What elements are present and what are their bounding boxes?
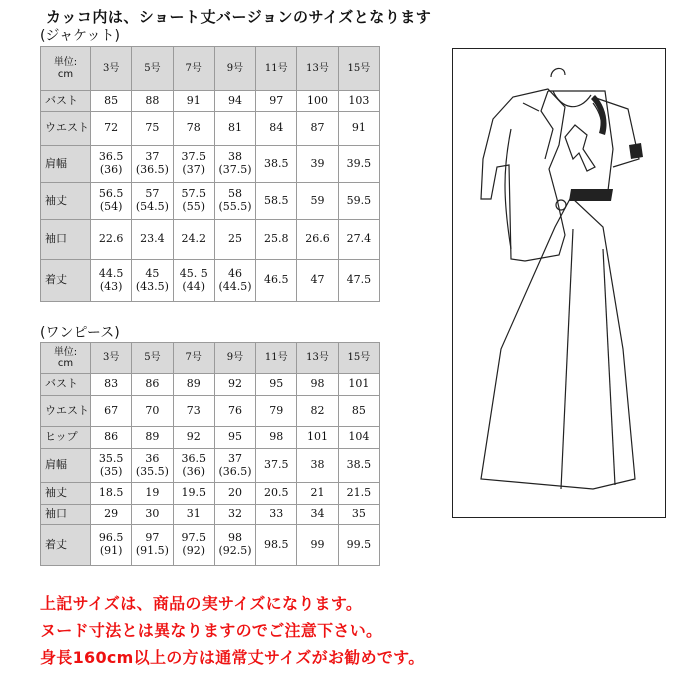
- onepiece-section-label: (ワンピース): [40, 325, 120, 341]
- regular-length-value: 81: [227, 121, 242, 135]
- regular-length-value: 99.5: [346, 537, 372, 551]
- short-length-value: (44): [182, 279, 205, 293]
- measurement-value-cell: [91, 220, 132, 260]
- regular-length-value: 104: [348, 430, 370, 444]
- measurement-value-cell: [256, 483, 297, 505]
- regular-length-value: 47: [310, 273, 325, 287]
- measurement-value-cell: [214, 374, 255, 396]
- measurement-name-cell: 着丈: [41, 525, 91, 566]
- table-row: [41, 220, 380, 260]
- short-length-value: (36.5): [218, 464, 252, 478]
- table-header-row: [41, 343, 380, 374]
- regular-length-value: 98: [269, 430, 284, 444]
- short-length-value: (54.5): [135, 200, 169, 213]
- regular-length-value: 36.5: [98, 150, 124, 164]
- regular-length-value: 73: [186, 403, 201, 417]
- measurement-value-cell: [173, 449, 214, 483]
- measurement-value-cell: [132, 449, 173, 483]
- regular-length-value: 97.5: [181, 531, 206, 545]
- regular-length-value: 85: [104, 93, 119, 107]
- table-row: [41, 91, 380, 112]
- regular-length-value: 84: [269, 121, 284, 135]
- table-row: [41, 427, 380, 449]
- size-header-cell: 13号: [297, 47, 338, 91]
- regular-length-value: 92: [186, 430, 201, 444]
- measurement-value-cell: [338, 112, 379, 146]
- measurement-value-cell: [214, 396, 255, 427]
- regular-length-value: 46: [227, 266, 242, 280]
- measurement-value-cell: [256, 427, 297, 449]
- regular-length-value: 95: [227, 430, 242, 444]
- regular-length-value: 31: [186, 507, 201, 521]
- size-header-cell: 3号: [91, 343, 132, 374]
- regular-length-value: 103: [348, 93, 370, 107]
- onepiece-size-table: [40, 342, 380, 566]
- measurement-value-cell: [91, 374, 132, 396]
- regular-length-value: 58: [227, 187, 242, 201]
- unit-label-line: cm: [57, 68, 74, 80]
- measurement-value-cell: [214, 449, 255, 483]
- measurement-value-cell: [91, 112, 132, 146]
- measurement-value-cell: [338, 525, 379, 566]
- measurement-name-cell: ウエスト: [41, 112, 91, 146]
- regular-length-value: 57: [145, 187, 160, 201]
- regular-length-value: 91: [351, 121, 366, 135]
- short-length-value: (54): [99, 200, 123, 213]
- regular-length-value: 19: [145, 486, 160, 500]
- measurement-value-cell: [173, 146, 214, 183]
- regular-length-value: 32: [227, 507, 242, 521]
- regular-length-value: 30: [145, 507, 160, 521]
- short-length-value: (92): [182, 544, 205, 557]
- regular-length-value: 85: [351, 403, 366, 417]
- regular-length-value: 39.5: [346, 156, 372, 170]
- regular-length-value: 38: [310, 458, 325, 472]
- measurement-name-cell: バスト: [41, 374, 91, 396]
- unit-label-line: cm: [57, 358, 74, 369]
- regular-length-value: 25: [227, 232, 242, 246]
- measurement-name-cell: 袖丈: [41, 183, 91, 220]
- measurement-name-cell: ウエスト: [41, 396, 91, 427]
- measurement-name-cell: 肩幅: [41, 449, 91, 483]
- regular-length-value: 67: [104, 403, 119, 417]
- measurement-value-cell: [132, 220, 173, 260]
- regular-length-value: 58.5: [264, 193, 289, 207]
- table-row: [41, 483, 380, 505]
- regular-length-value: 37.5: [264, 458, 289, 472]
- table-row: [41, 112, 380, 146]
- regular-length-value: 82: [310, 403, 325, 417]
- size-header-cell: 5号: [132, 47, 173, 91]
- regular-length-value: 37: [227, 451, 242, 465]
- table-row: [41, 146, 380, 183]
- regular-length-value: 38.5: [264, 156, 289, 170]
- short-length-value: (43.5): [135, 279, 169, 293]
- regular-length-value: 56.5: [98, 187, 124, 201]
- measurement-value-cell: [297, 374, 338, 396]
- regular-length-value: 59.5: [346, 193, 372, 207]
- regular-length-value: 89: [186, 377, 201, 391]
- regular-length-value: 23.4: [140, 232, 165, 246]
- regular-length-value: 88: [145, 93, 160, 107]
- unit-label-cell: [41, 47, 91, 91]
- measurement-value-cell: [297, 505, 338, 525]
- page-heading: カッコ内は、ショート丈バージョンのサイズとなります: [46, 8, 432, 26]
- measurement-value-cell: [173, 260, 214, 302]
- regular-length-value: 38: [227, 150, 242, 164]
- measurement-value-cell: [132, 91, 173, 112]
- dress-illustration: [452, 48, 666, 518]
- size-header-cell: 7号: [173, 343, 214, 374]
- regular-length-value: 39: [310, 156, 325, 170]
- measurement-name-cell: 袖口: [41, 220, 91, 260]
- measurement-value-cell: [132, 396, 173, 427]
- measurement-value-cell: [173, 483, 214, 505]
- measurement-value-cell: [173, 396, 214, 427]
- regular-length-value: 79: [269, 403, 284, 417]
- regular-length-value: 91: [186, 93, 201, 107]
- measurement-value-cell: [338, 505, 379, 525]
- regular-length-value: 86: [145, 377, 160, 391]
- measurement-value-cell: [173, 112, 214, 146]
- measurement-value-cell: [256, 146, 297, 183]
- size-header-cell: 15号: [338, 47, 379, 91]
- measurement-name-cell: 袖口: [41, 505, 91, 525]
- measurement-value-cell: [338, 449, 379, 483]
- size-header-cell: 7号: [173, 47, 214, 91]
- regular-length-value: 101: [348, 377, 370, 391]
- measurement-value-cell: [91, 146, 132, 183]
- regular-length-value: 29: [104, 507, 119, 521]
- measurement-value-cell: [173, 525, 214, 566]
- measurement-value-cell: [297, 146, 338, 183]
- measurement-value-cell: [256, 505, 297, 525]
- short-length-value: (55): [182, 200, 205, 213]
- measurement-value-cell: [256, 374, 297, 396]
- measurement-value-cell: [91, 183, 132, 220]
- measurement-value-cell: [338, 260, 379, 302]
- regular-length-value: 98: [310, 377, 325, 391]
- unit-label-cell: [41, 343, 91, 374]
- measurement-value-cell: [338, 427, 379, 449]
- measurement-value-cell: [173, 505, 214, 525]
- size-header-cell: 15号: [338, 343, 379, 374]
- measurement-value-cell: [338, 146, 379, 183]
- regular-length-value: 25.8: [264, 232, 289, 246]
- measurement-value-cell: [214, 91, 255, 112]
- measurement-value-cell: [91, 91, 132, 112]
- measurement-value-cell: [256, 396, 297, 427]
- short-length-value: (37): [182, 163, 205, 176]
- measurement-name-cell: 袖丈: [41, 483, 91, 505]
- regular-length-value: 24.2: [181, 232, 206, 246]
- measurement-value-cell: [297, 483, 338, 505]
- short-length-value: (43): [99, 279, 123, 293]
- measurement-value-cell: [214, 505, 255, 525]
- regular-length-value: 21: [310, 486, 325, 500]
- regular-length-value: 35.5: [98, 451, 124, 465]
- measurement-value-cell: [338, 183, 379, 220]
- measurement-value-cell: [297, 112, 338, 146]
- unit-label-line: 単位:: [53, 346, 78, 358]
- regular-length-value: 100: [307, 93, 329, 107]
- size-header-cell: 11号: [256, 47, 297, 91]
- regular-length-value: 97: [145, 531, 160, 545]
- measurement-value-cell: [173, 183, 214, 220]
- measurement-value-cell: [132, 146, 173, 183]
- size-header-cell: 5号: [132, 343, 173, 374]
- measurement-name-cell: ヒップ: [41, 427, 91, 449]
- measurement-value-cell: [132, 505, 173, 525]
- measurement-value-cell: [297, 91, 338, 112]
- regular-length-value: 45: [145, 266, 160, 280]
- measurement-value-cell: [91, 396, 132, 427]
- regular-length-value: 57.5: [181, 187, 206, 201]
- short-length-value: (91): [99, 544, 123, 557]
- measurement-value-cell: [338, 91, 379, 112]
- note-line: 上記サイズは、商品の実サイズになります。: [40, 594, 363, 613]
- measurement-value-cell: [214, 146, 255, 183]
- regular-length-value: 92: [227, 377, 242, 391]
- regular-length-value: 76: [227, 403, 242, 417]
- regular-length-value: 21.5: [346, 486, 372, 500]
- regular-length-value: 98.5: [264, 537, 289, 551]
- measurement-value-cell: [132, 374, 173, 396]
- regular-length-value: 75: [145, 121, 160, 135]
- table-row: [41, 525, 380, 566]
- regular-length-value: 34: [310, 507, 325, 521]
- short-length-value: (36): [182, 464, 205, 478]
- short-length-value: (37.5): [218, 163, 252, 176]
- short-length-value: (44.5): [218, 279, 252, 293]
- measurement-value-cell: [132, 483, 173, 505]
- measurement-name-cell: 肩幅: [41, 146, 91, 183]
- regular-length-value: 36: [145, 451, 160, 465]
- regular-length-value: 20.5: [264, 486, 289, 500]
- measurement-value-cell: [338, 396, 379, 427]
- measurement-value-cell: [132, 112, 173, 146]
- regular-length-value: 87: [310, 121, 325, 135]
- regular-length-value: 46.5: [264, 273, 289, 287]
- table-row: [41, 260, 380, 302]
- unit-label-line: 単位:: [53, 57, 78, 68]
- size-header-cell: 11号: [256, 343, 297, 374]
- dress-drawing-icon: [453, 49, 665, 517]
- measurement-value-cell: [256, 525, 297, 566]
- jacket-section-label: (ジャケット): [40, 28, 120, 44]
- measurement-value-cell: [214, 427, 255, 449]
- regular-length-value: 37.5: [181, 150, 206, 164]
- jacket-size-table: [40, 46, 380, 302]
- measurement-value-cell: [91, 483, 132, 505]
- regular-length-value: 97: [269, 93, 284, 107]
- measurement-value-cell: [297, 427, 338, 449]
- measurement-value-cell: [214, 260, 255, 302]
- measurement-value-cell: [256, 91, 297, 112]
- short-length-value: (91.5): [135, 544, 169, 557]
- measurement-value-cell: [338, 374, 379, 396]
- measurement-value-cell: [132, 183, 173, 220]
- measurement-value-cell: [173, 220, 214, 260]
- regular-length-value: 83: [104, 377, 119, 391]
- regular-length-value: 37: [145, 150, 160, 164]
- regular-length-value: 22.6: [98, 232, 124, 246]
- table-row: [41, 183, 380, 220]
- regular-length-value: 95: [269, 377, 284, 391]
- measurement-value-cell: [338, 220, 379, 260]
- measurement-value-cell: [91, 525, 132, 566]
- short-length-value: (35.5): [135, 464, 169, 478]
- measurement-value-cell: [256, 220, 297, 260]
- measurement-name-cell: 着丈: [41, 260, 91, 302]
- measurement-value-cell: [173, 427, 214, 449]
- measurement-value-cell: [256, 183, 297, 220]
- measurement-value-cell: [132, 525, 173, 566]
- measurement-value-cell: [338, 483, 379, 505]
- measurement-value-cell: [173, 374, 214, 396]
- measurement-value-cell: [132, 427, 173, 449]
- regular-length-value: 19.5: [181, 486, 206, 500]
- measurement-value-cell: [297, 449, 338, 483]
- table-row: [41, 396, 380, 427]
- measurement-value-cell: [256, 449, 297, 483]
- size-header-cell: 3号: [91, 47, 132, 91]
- regular-length-value: 26.6: [305, 232, 330, 246]
- size-header-cell: 13号: [297, 343, 338, 374]
- regular-length-value: 86: [104, 430, 119, 444]
- size-header-cell: 9号: [214, 343, 255, 374]
- measurement-value-cell: [297, 220, 338, 260]
- measurement-value-cell: [214, 483, 255, 505]
- regular-length-value: 99: [310, 537, 325, 551]
- regular-length-value: 18.5: [98, 486, 124, 500]
- measurement-value-cell: [91, 427, 132, 449]
- regular-length-value: 44.5: [98, 266, 124, 280]
- short-length-value: (35): [99, 464, 123, 478]
- table-row: [41, 374, 380, 396]
- size-header-cell: 9号: [214, 47, 255, 91]
- measurement-value-cell: [297, 525, 338, 566]
- regular-length-value: 36.5: [181, 451, 206, 465]
- regular-length-value: 27.4: [346, 232, 372, 246]
- regular-length-value: 70: [145, 403, 160, 417]
- measurement-value-cell: [91, 449, 132, 483]
- measurement-value-cell: [214, 220, 255, 260]
- table-row: [41, 449, 380, 483]
- regular-length-value: 47.5: [346, 273, 372, 287]
- regular-length-value: 94: [227, 93, 242, 107]
- regular-length-value: 98: [227, 531, 242, 545]
- short-length-value: (92.5): [218, 544, 252, 557]
- table-header-row: [41, 47, 380, 91]
- regular-length-value: 45. 5: [179, 266, 208, 280]
- regular-length-value: 20: [227, 486, 242, 500]
- regular-length-value: 38.5: [346, 458, 372, 472]
- measurement-value-cell: [297, 183, 338, 220]
- table-row: [41, 505, 380, 525]
- short-length-value: (36.5): [135, 163, 169, 176]
- measurement-value-cell: [214, 183, 255, 220]
- measurement-value-cell: [297, 260, 338, 302]
- regular-length-value: 59: [310, 193, 325, 207]
- regular-length-value: 96.5: [98, 531, 124, 545]
- short-length-value: (55.5): [218, 200, 252, 213]
- measurement-value-cell: [256, 112, 297, 146]
- regular-length-value: 33: [269, 507, 284, 521]
- regular-length-value: 89: [145, 430, 160, 444]
- note-line: 身長160cm以上の方は通常丈サイズがお勧めです。: [40, 648, 425, 667]
- note-line: ヌード寸法とは異なりますのでご注意下さい。: [40, 621, 383, 640]
- short-length-value: (36): [99, 163, 123, 176]
- regular-length-value: 35: [351, 507, 366, 521]
- measurement-value-cell: [214, 525, 255, 566]
- regular-length-value: 78: [186, 121, 201, 135]
- notes-block: [40, 590, 425, 671]
- regular-length-value: 101: [307, 430, 329, 444]
- measurement-value-cell: [132, 260, 173, 302]
- measurement-value-cell: [214, 112, 255, 146]
- measurement-value-cell: [297, 396, 338, 427]
- regular-length-value: 72: [104, 121, 119, 135]
- measurement-value-cell: [91, 260, 132, 302]
- measurement-name-cell: バスト: [41, 91, 91, 112]
- measurement-value-cell: [173, 91, 214, 112]
- measurement-value-cell: [256, 260, 297, 302]
- measurement-value-cell: [91, 505, 132, 525]
